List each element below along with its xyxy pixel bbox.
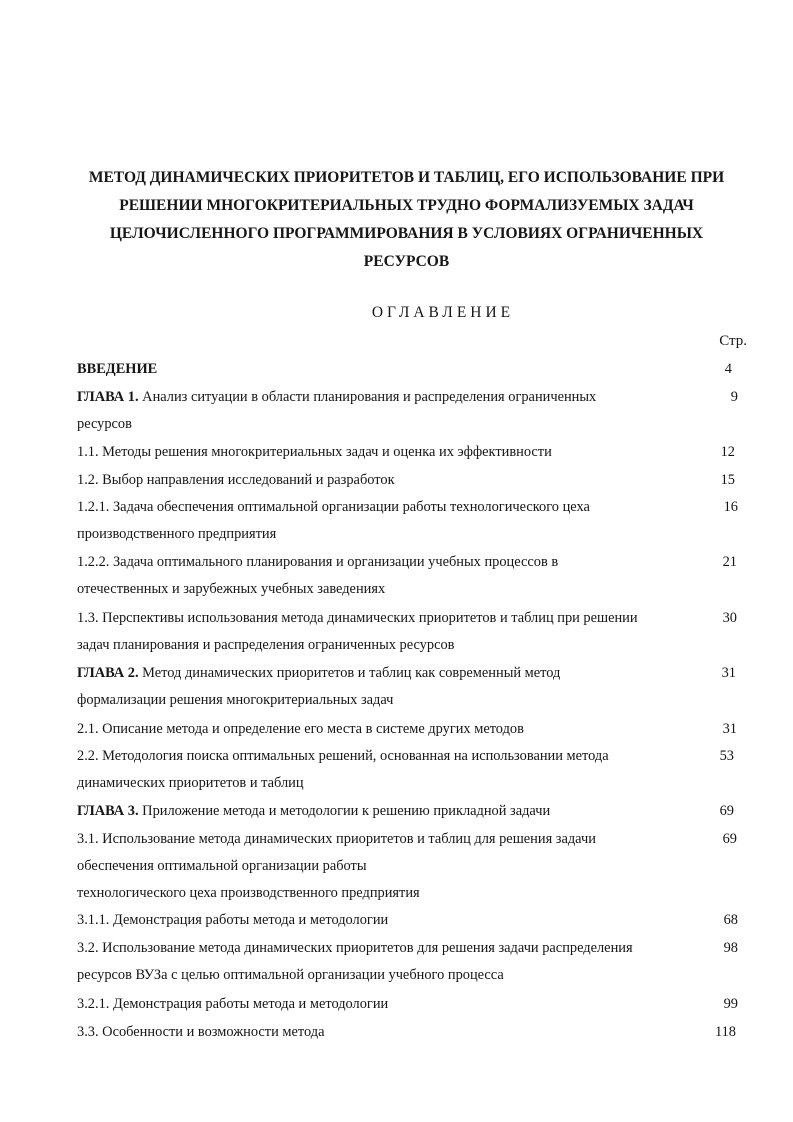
toc-page-number: 16 — [723, 499, 738, 515]
toc-entry — [77, 660, 737, 714]
toc-entry — [77, 549, 737, 603]
toc-entry — [77, 494, 737, 548]
toc-page-number: 31 — [721, 665, 736, 681]
toc-entry-continuation: отечественных и зарубежных учебных заведениях — [77, 581, 386, 597]
toc-entry — [77, 826, 737, 907]
toc-entry-line — [77, 826, 737, 853]
toc-entry-continuation: ресурсов ВУЗа с целью оптимальной организации учебного процесса — [77, 967, 504, 983]
toc-page-number: 15 — [720, 472, 735, 488]
toc-entry-line — [77, 907, 737, 934]
toc-page-number: 69 — [722, 831, 737, 847]
toc-entry — [77, 907, 737, 934]
toc-entry-label: ГЛАВА 2. — [77, 665, 139, 681]
toc-entry-line — [77, 467, 737, 494]
toc-entry-text: 2.1. Описание метода и определение его места в системе других методов — [77, 721, 524, 737]
toc-entry-line — [77, 356, 737, 383]
toc-page-number: 4 — [724, 361, 732, 377]
toc-entry-continuation: производственного предприятия — [77, 526, 277, 542]
toc-entry-continuation: обеспечения оптимальной организации работы — [77, 858, 367, 874]
toc-page-number: 69 — [719, 803, 734, 819]
toc-entry-line — [77, 605, 737, 632]
toc-entry-line — [77, 935, 737, 962]
toc-entry-continuation: ресурсов — [77, 416, 132, 432]
toc-entry-label: ВВЕДЕНИЕ — [77, 361, 158, 377]
toc-page-number: 9 — [730, 389, 738, 405]
toc-entry-text: Приложение метода и методологии к решению прикладной задачи — [138, 803, 551, 819]
toc-entry — [77, 743, 737, 797]
toc-entry-text: 1.2.1. Задача обеспечения оптимальной организации работы технологического цеха — [77, 499, 590, 515]
toc-entry-label: ГЛАВА 1. — [77, 389, 139, 405]
toc-entry-text: Анализ ситуации в области планирования и распределения ограниченных — [138, 389, 597, 405]
toc-page-number: 98 — [723, 940, 738, 956]
toc-entry-continuation: динамических приоритетов и таблиц — [77, 775, 304, 791]
toc-entry-line — [77, 743, 737, 770]
toc-entry — [77, 1019, 737, 1046]
toc-entry-text: 1.3. Перспективы использования метода динамических приоритетов и таблиц при решении — [77, 610, 638, 626]
toc-entry — [77, 439, 737, 466]
title-line: РЕШЕНИИ МНОГОКРИТЕРИАЛЬНЫХ ТРУДНО ФОРМАЛИЗУЕМЫХ ЗАДАЧ — [119, 197, 694, 214]
title-line: ЦЕЛОЧИСЛЕННОГО ПРОГРАММИРОВАНИЯ В УСЛОВИЯХ ОГРАНИЧЕННЫХ — [109, 225, 704, 242]
toc-entry-text: 3.1. Использование метода динамических приоритетов и таблиц для решения задачи — [77, 831, 596, 847]
toc-entry — [77, 467, 737, 494]
toc-entry-line — [77, 798, 737, 825]
toc-entry — [77, 935, 737, 989]
toc-entry-line — [77, 494, 737, 521]
toc-page-number: 12 — [720, 444, 735, 460]
toc-entry-line — [77, 384, 737, 411]
toc-entry-line — [77, 716, 737, 743]
toc-entry-text: 3.1.1. Демонстрация работы метода и методологии — [77, 912, 389, 928]
title-line: РЕСУРСОВ — [363, 253, 450, 270]
toc-page-number: 21 — [722, 554, 737, 570]
toc-entry — [77, 716, 737, 743]
toc-entry — [77, 798, 737, 825]
toc-entry-line — [77, 660, 737, 687]
toc-page-number: 68 — [723, 912, 738, 928]
toc-entry — [77, 605, 737, 659]
toc-entry-text: 3.2. Использование метода динамических приоритетов для решения задачи распределения — [77, 940, 633, 956]
toc-entry-text: 1.2. Выбор направления исследований и разработок — [77, 472, 395, 488]
toc-entry-text: 2.2. Методология поиска оптимальных решений, основанная на использовании метода — [77, 748, 609, 764]
toc-page-number: 99 — [723, 996, 738, 1012]
toc-entry-line — [77, 991, 737, 1018]
toc-entry-text: 1.2.2. Задача оптимального планирования и организации учебных процессов в — [77, 554, 559, 570]
title-line: МЕТОД ДИНАМИЧЕСКИХ ПРИОРИТЕТОВ И ТАБЛИЦ, ЕГО ИСПОЛЬЗОВАНИЕ ПРИ — [88, 169, 725, 186]
toc-entry — [77, 991, 737, 1018]
document-title — [60, 164, 753, 276]
toc-page-number: 30 — [722, 610, 737, 626]
page-column-label: Стр. — [719, 333, 747, 349]
toc-entry-continuation: технологического цеха производственного предприятия — [77, 885, 420, 901]
toc-entry-line — [77, 439, 737, 466]
toc-entry-text: 1.1. Методы решения многокритериальных задач и оценка их эффективности — [77, 444, 552, 460]
toc-heading: ОГЛАВЛЕНИЕ — [371, 304, 515, 321]
toc-page-number: 118 — [714, 1024, 736, 1040]
toc-entry — [77, 356, 737, 383]
toc-entry-text: 3.2.1. Демонстрация работы метода и методологии — [77, 996, 389, 1012]
toc-entry-continuation: задач планирования и распределения ограниченных ресурсов — [77, 637, 455, 653]
toc-entry-line — [77, 1019, 737, 1046]
toc-entry-label: ГЛАВА 3. — [77, 803, 139, 819]
toc-page-number: 31 — [722, 721, 737, 737]
toc-entry-line — [77, 549, 737, 576]
toc-entry-continuation: формализации решения многокритериальных задач — [77, 692, 394, 708]
toc-entry-text: Метод динамических приоритетов и таблиц как современный метод — [138, 665, 561, 681]
toc-page-number: 53 — [719, 748, 734, 764]
toc-entry-text: 3.3. Особенности и возможности метода — [77, 1024, 325, 1040]
toc-entry — [77, 384, 737, 438]
